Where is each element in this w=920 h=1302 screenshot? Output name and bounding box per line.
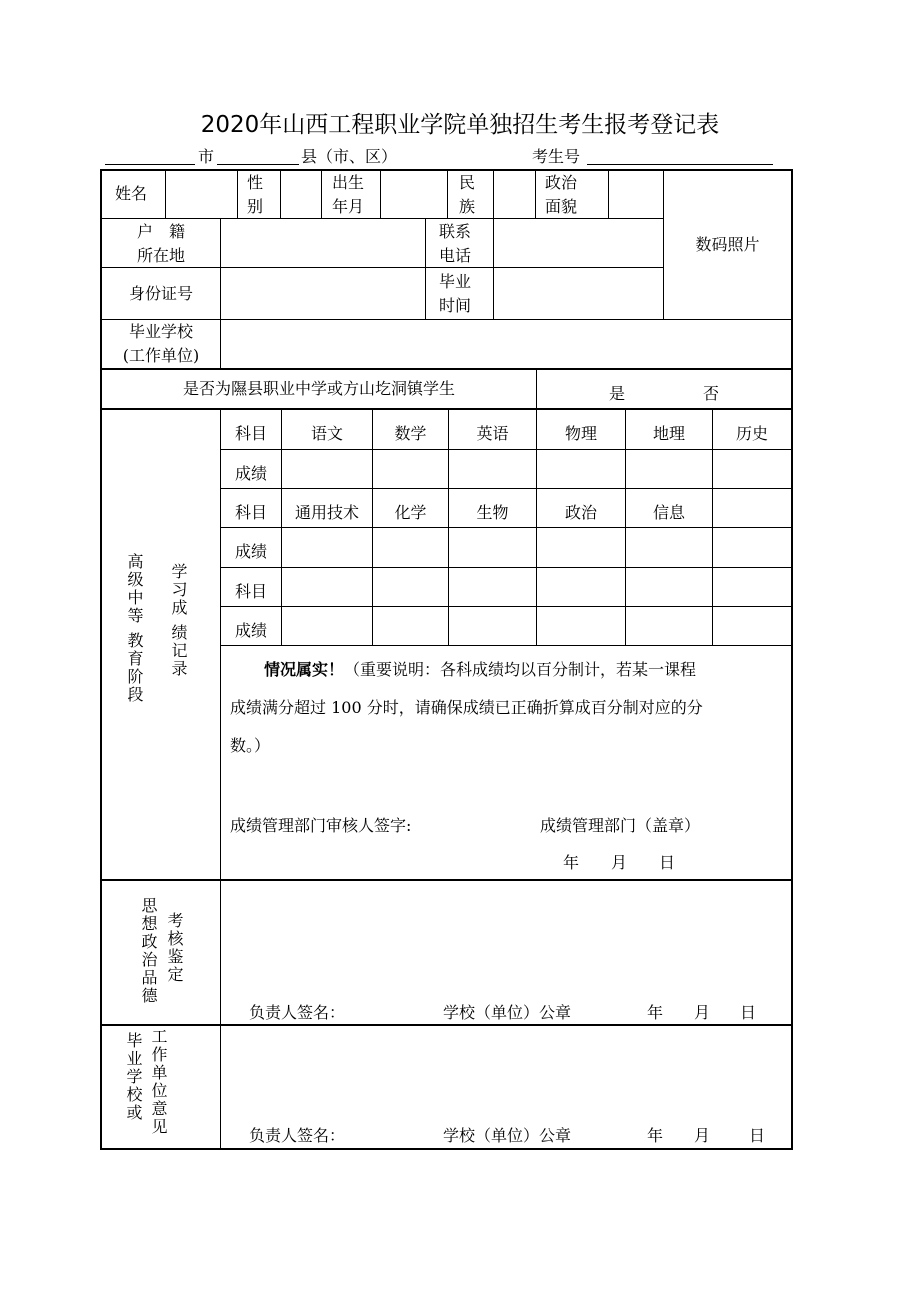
gender-label: 性 [247,173,264,192]
note-line-2: 成绩满分超过 100 分时，请确保成绩已正确折算成百分制对应的分 [230,698,703,717]
score-label: 成绩 [234,542,267,561]
hukou-label: 户 籍 [136,222,185,241]
moral-day: 日 [740,1003,757,1022]
opinion-responsible: 负责人签名： [249,1126,346,1145]
subject-cell: 地理 [652,424,685,443]
subject-cell: 化学 [394,503,427,522]
phone-label: 联系 [439,222,472,241]
subject-cell: 信息 [652,503,685,522]
note-line-3: 数。） [230,736,271,755]
moral-responsible: 负责人签名： [249,1003,346,1022]
exam-no-blank[interactable] [587,146,773,165]
moral-label-1: 思想政治品德 [139,897,158,1005]
dept-seal-label: 成绩管理部门（盖章） [540,816,701,835]
grad-time-label-2: 时间 [439,296,472,315]
subject-cell: 物理 [564,424,597,443]
subject-cell: 英语 [476,424,509,443]
opinion-year: 年 [647,1126,664,1145]
birth-label-2: 年月 [332,197,365,216]
city-blank[interactable] [105,146,195,165]
gender-label-2: 别 [247,197,264,216]
subject-label: 科目 [234,424,267,443]
idcard-label: 身份证号 [128,284,193,303]
moral-label-2: 考核鉴定 [165,912,184,984]
section-label-record: 学习成 绩记录 [169,563,188,679]
subject-label: 科目 [234,503,267,522]
subject-cell: 历史 [735,424,768,443]
moral-month: 月 [694,1003,711,1022]
political-label: 政治 [545,173,578,192]
city-suffix: 市 [198,147,215,166]
subject-label: 科目 [234,582,267,601]
school-label-2: (工作单位) [122,346,200,365]
subject-cell: 通用技术 [294,503,359,522]
header-line [105,146,795,168]
phone-label-2: 电话 [439,246,472,265]
subject-cell: 数学 [394,424,427,443]
opinion-day: 日 [749,1126,766,1145]
score-date: 年 月 日 [563,853,676,872]
opinion-seal: 学校（单位）公章 [443,1126,572,1145]
question-text: 是否为隰县职业中学或方山圪洞镇学生 [182,379,455,398]
subject-cell: 政治 [564,503,597,522]
exam-no-label: 考生号 [532,147,581,166]
moral-seal: 学校（单位）公章 [443,1003,572,1022]
yes-option[interactable]: 是 [609,384,626,403]
note-text: （重要说明：各科成绩均以百分制计，若某一课程 [344,660,697,679]
school-label: 毕业学校 [128,322,193,341]
photo-placeholder[interactable]: 数码照片 [695,235,760,254]
opinion-month: 月 [694,1126,711,1145]
grad-time-label: 毕业 [439,272,472,291]
page-title: 2020年山西工程职业学院单独招生考生报考登记表 [200,112,720,138]
ethnic-label: 民 [459,173,476,192]
political-label-2: 面貌 [545,197,578,216]
opinion-label-1: 毕业学校或 [124,1032,143,1122]
reviewer-sign-label: 成绩管理部门审核人签字: [230,816,412,835]
score-label: 成绩 [234,464,267,483]
no-option[interactable]: 否 [703,384,720,403]
county-blank[interactable] [217,146,299,165]
name-label: 姓名 [115,184,148,203]
score-label: 成绩 [234,621,267,640]
note-bold: 情况属实！ [264,660,345,679]
birth-label: 出生 [332,173,365,192]
ethnic-label-2: 族 [459,197,476,216]
moral-year: 年 [647,1003,664,1022]
county-suffix: 县（市、区） [301,147,398,166]
subject-cell: 生物 [476,503,509,522]
note-line-1 [230,651,786,689]
hukou-label-2: 所在地 [136,246,185,265]
opinion-label-2: 工作单位意见 [149,1028,168,1136]
subject-cell: 语文 [310,424,343,443]
section-label-stage: 高级中等 教育阶段 [125,553,144,705]
